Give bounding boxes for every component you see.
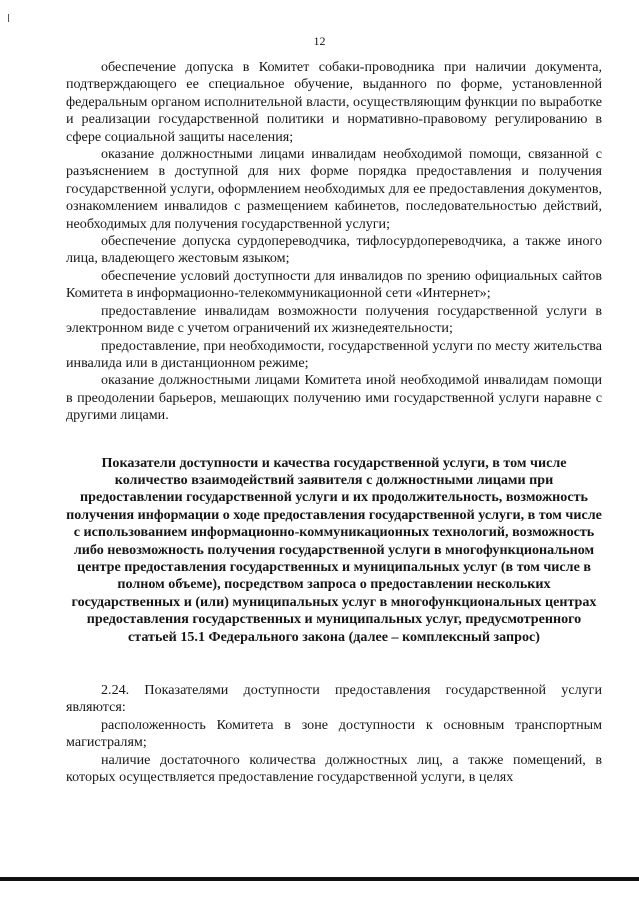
paragraph-transport-access: расположенность Комитета в зоне доступности к основным транспортным магистралям; (66, 716, 602, 751)
paragraph-sign-interpreter: обеспечение допуска сурдопереводчика, тифлосурдопереводчика, а также иного лица, владеющего жестовым языком; (66, 233, 602, 267)
paragraph-remote-service: предоставление, при необходимости, государственной услуги по месту жительства инвалида или в дистанционном режиме; (66, 337, 602, 371)
page-number: 12 (313, 34, 326, 48)
scan-artifact (8, 14, 9, 22)
paragraph-other-assistance: оказание должностными лицами Комитета иной необходимой инвалидам помощи в преодолении барьеров, мешающих получению ими государственной услуги наравне с другими лицами. (66, 372, 602, 424)
document-body (66, 59, 602, 786)
paragraph-guide-dog: обеспечение допуска в Комитет собаки-проводника при наличии документа, подтверждающего ее специальное обучение, выданного по форме, установленной федеральным органом исполнительной власти, осуществляющим функции по выработке и реализации государственной политики и нормативно-правовому регулированию в сфере социальной защиты населения; (66, 59, 602, 145)
section-2-24 (66, 682, 602, 786)
paragraph-staff-premises: наличие достаточного количества должностных лиц, а также помещений, в которых осуществляется предоставление государственной услуги, в целях (66, 751, 602, 786)
paragraph-website-accessibility: обеспечение условий доступности для инвалидов по зрению официальных сайтов Комитета в информационно-телекоммуникационной сети «Интернет»; (66, 267, 602, 302)
paragraph-electronic-service: предоставление инвалидам возможности получения государственной услуги в электронном виде с учетом ограничений их жизнедеятельности; (66, 302, 602, 337)
section-heading: Показатели доступности и качества государственной услуги, в том числе количество взаимодействий заявителя с должностными лицами при предоставлении государственной услуги и их продолжительность, возможность получения информации о ходе предоставления государственной услуги, в том числе с использованием информационно-коммуникационных технологий, возможность либо невозможность получения государственной услуги в многофункциональном центре предоставления государственных и муниципальных услуг (в том числе в полном объеме), посредством запроса о предоставлении нескольких государственных и (или) муниципальных услуг в многофункциональных центрах предоставления государственных и муниципальных услуг, предусмотренного статьей 15.1 Федерального закона (далее – комплексный запрос) (66, 454, 602, 645)
scan-bottom-edge (0, 877, 639, 881)
paragraph-assistance: оказание должностными лицами инвалидам необходимой помощи, связанной с разъяснением в доступной для них форме порядка предоставления и получения государственной услуги, оформлением необходимых для ее предоставления документов, ознакомлением инвалидов с размещением кабинетов, последовательностью действий, необходимых для получения государственной услуги; (66, 146, 602, 232)
paragraph-2-24-intro: 2.24. Показателями доступности предоставления государственной услуги являются: (66, 682, 602, 716)
